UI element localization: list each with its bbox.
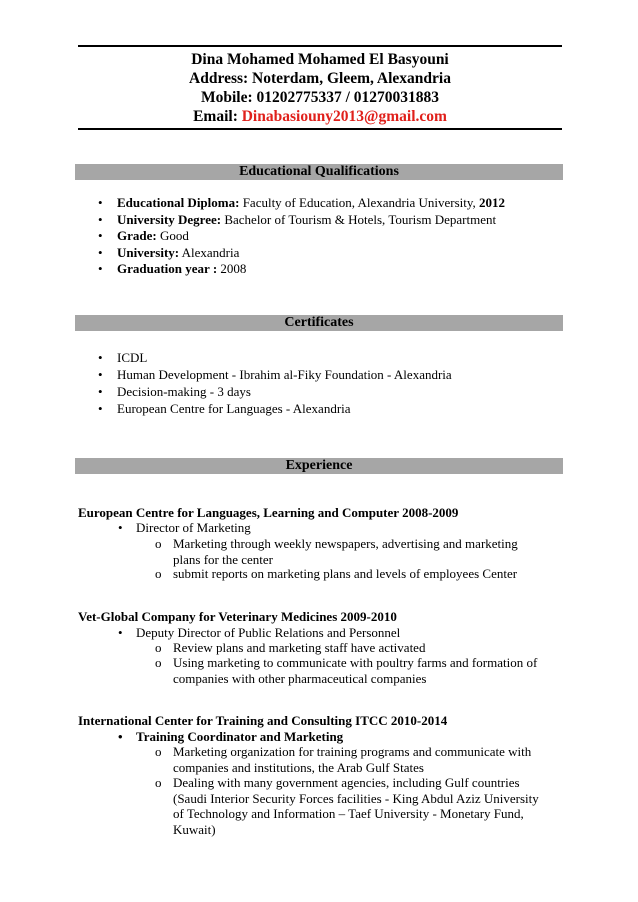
certificate-name: European Centre for Languages - Alexandria [117, 401, 351, 416]
certificate-name: Human Development - Ibrahim al-Fiky Foundation - Alexandria [117, 367, 452, 382]
item-value: Bachelor of Tourism & Hotels, Tourism Department [221, 211, 497, 227]
email-label: Email: [193, 108, 238, 125]
certificates-list [0, 349, 452, 417]
bullet-icon: • [98, 261, 103, 276]
education-section-title: Educational Qualifications [75, 164, 563, 180]
bullet-icon: • [98, 195, 103, 210]
mobile-line: Mobile: 01202775337 / 01270031883 [200, 89, 440, 106]
circle-bullet-icon: o [155, 744, 162, 759]
task-item [155, 744, 545, 775]
list-item [0, 228, 505, 245]
applicant-name: Dina Mohamed Mohamed El Basyouni [191, 51, 449, 68]
task-text: Marketing organization for training programs and communicate with companies and institutions, the Arab Gulf States [173, 744, 532, 775]
task-item [155, 536, 545, 567]
item-label: Grade: [117, 228, 157, 243]
bullet-icon: • [98, 384, 103, 399]
task-item [155, 566, 545, 582]
address-line: Address: Noterdam, Gleem, Alexandria [189, 70, 451, 87]
certificate-name: ICDL [117, 350, 148, 365]
company-name: Vet-Global Company for Veterinary Medicines 2009-2010 [78, 609, 397, 624]
role-title: Training Coordinator and Marketing [136, 729, 344, 744]
email-link[interactable]: Dinabasiouny2013@gmail.com [241, 108, 447, 125]
circle-bullet-icon: o [155, 536, 162, 551]
company-name: International Center for Training and Consulting ITCC 2010-2014 [78, 713, 448, 728]
item-label: University: [117, 244, 180, 260]
top-rule [78, 45, 562, 47]
email-line [78, 107, 562, 126]
task-text: Marketing through weekly newspapers, advertising and marketing plans for the center [173, 536, 518, 567]
bullet-icon: • [98, 244, 103, 260]
task-item [155, 775, 545, 837]
bullet-icon: • [98, 211, 103, 227]
bullet-icon: • [118, 625, 123, 640]
task-item [155, 640, 545, 656]
circle-bullet-icon: o [155, 566, 162, 581]
circle-bullet-icon: o [155, 640, 162, 655]
list-item [0, 245, 505, 262]
bullet-icon: • [98, 228, 103, 243]
education-list [0, 195, 505, 278]
item-value: Faculty of Education, Alexandria University, [239, 195, 480, 210]
item-year: 2012 [479, 195, 506, 210]
circle-bullet-icon: o [155, 775, 162, 790]
contact-header [78, 50, 562, 126]
circle-bullet-icon: o [155, 655, 162, 670]
bullet-icon: • [118, 729, 123, 744]
list-item [0, 195, 505, 212]
list-item [0, 212, 505, 229]
item-value: Alexandria [179, 244, 240, 260]
task-text: Review plans and marketing staff have activated [173, 640, 426, 655]
task-text: Using marketing to communicate with poultry farms and formation of companies with other pharmaceutical companies [173, 655, 538, 686]
certificate-name: Decision-making - 3 days [117, 384, 251, 399]
item-value: 2008 [217, 261, 247, 276]
item-value: Good [156, 228, 189, 243]
task-text: Dealing with many government agencies, including Gulf countries (Saudi Interior Security Forces facilities - King Abdul Aziz University of Technology and Information – Taef University - Monetary Fund, Kuwait) [173, 775, 539, 837]
role-title: Deputy Director of Public Relations and Personnel [136, 625, 401, 640]
experience-section-title: Experience [75, 458, 563, 474]
item-label: Educational Diploma: [117, 195, 240, 210]
bullet-icon: • [98, 367, 103, 382]
task-text: submit reports on marketing plans and levels of employees Center [173, 566, 518, 581]
list-item [0, 261, 505, 278]
list-item [0, 383, 452, 400]
bullet-icon: • [118, 520, 123, 535]
list-item [0, 366, 452, 383]
bullet-icon: • [98, 350, 103, 365]
item-label: University Degree: [117, 211, 222, 227]
list-item [0, 349, 452, 366]
bottom-rule [78, 128, 562, 130]
list-item [0, 400, 452, 417]
certificates-section-title: Certificates [75, 315, 563, 331]
item-label: Graduation year : [117, 261, 218, 276]
company-name: European Centre for Languages, Learning and Computer 2008-2009 [78, 505, 459, 520]
role-title: Director of Marketing [136, 520, 251, 535]
task-item [155, 655, 545, 686]
bullet-icon: • [98, 401, 103, 416]
